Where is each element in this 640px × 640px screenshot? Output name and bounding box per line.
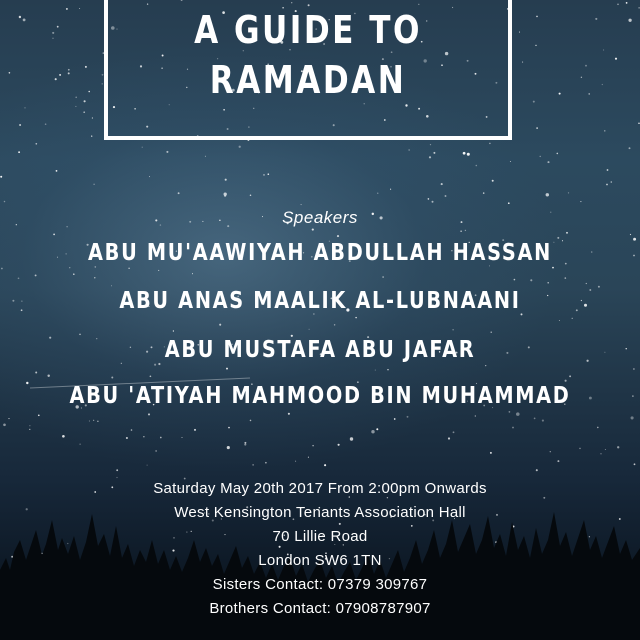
star — [23, 18, 26, 21]
star — [173, 330, 174, 331]
star — [509, 411, 511, 413]
star — [557, 237, 559, 239]
star — [79, 8, 80, 9]
star — [377, 193, 378, 194]
star — [429, 156, 431, 158]
star — [324, 464, 326, 466]
star — [29, 425, 30, 426]
star — [142, 147, 143, 148]
star — [89, 420, 90, 421]
star — [508, 202, 510, 204]
star — [116, 477, 117, 478]
star — [52, 32, 54, 34]
star — [155, 450, 156, 451]
star — [445, 195, 447, 197]
star — [143, 436, 144, 437]
star — [79, 334, 80, 335]
star — [79, 444, 80, 445]
star — [19, 124, 21, 126]
star — [390, 189, 391, 190]
star — [483, 192, 484, 193]
speaker-name: ABU MUSTAFA ABU JAFAR — [164, 337, 476, 363]
star — [111, 285, 112, 286]
star — [407, 416, 409, 418]
star — [604, 352, 605, 353]
star — [629, 147, 631, 149]
star — [0, 176, 2, 178]
star — [18, 151, 20, 153]
star — [542, 420, 544, 422]
star — [492, 180, 494, 182]
star — [84, 100, 86, 102]
star — [295, 461, 296, 462]
star — [617, 3, 619, 5]
star — [606, 184, 608, 186]
star — [12, 300, 14, 302]
star — [615, 58, 617, 60]
star — [519, 32, 520, 33]
star — [630, 234, 631, 235]
star — [94, 266, 96, 268]
star — [475, 415, 476, 416]
star — [93, 184, 94, 185]
event-street-address: 70 Lillie Road — [272, 528, 368, 545]
star — [603, 49, 604, 50]
star — [288, 413, 290, 415]
star — [244, 444, 246, 446]
star — [160, 437, 162, 439]
star — [309, 329, 310, 330]
pine-tree-silhouettes — [0, 500, 640, 640]
star — [19, 16, 21, 18]
star — [559, 93, 561, 95]
star — [219, 324, 221, 326]
star — [485, 365, 486, 366]
star — [375, 370, 376, 371]
star — [62, 435, 65, 438]
star — [35, 143, 37, 145]
star — [227, 446, 230, 449]
star — [572, 318, 573, 319]
star — [534, 418, 536, 420]
star — [588, 93, 590, 95]
star — [26, 382, 28, 384]
star — [178, 192, 180, 194]
star — [192, 273, 193, 274]
star — [565, 277, 567, 279]
star — [394, 418, 396, 420]
star — [355, 317, 356, 318]
star — [337, 235, 339, 237]
star — [453, 431, 455, 433]
star — [126, 437, 128, 439]
title-line-1: A GUIDE TO — [194, 8, 422, 52]
star — [536, 469, 538, 471]
star — [158, 270, 159, 271]
star — [228, 427, 230, 429]
speakers-heading: Speakers — [282, 208, 358, 227]
star — [565, 380, 567, 382]
star — [45, 123, 47, 125]
star — [633, 368, 635, 370]
star — [607, 169, 609, 171]
star — [73, 273, 75, 275]
speaker-name: ABU ANAS MAALIK AL-LUBNAANI — [119, 288, 521, 314]
star — [376, 428, 378, 430]
star — [149, 176, 150, 177]
star — [491, 332, 492, 333]
star — [194, 429, 196, 431]
star — [589, 289, 591, 291]
star — [166, 151, 168, 153]
star — [448, 437, 450, 439]
star — [552, 267, 554, 269]
star — [409, 149, 410, 150]
star — [21, 309, 23, 311]
star — [224, 193, 227, 196]
speaker-name: ABU 'ATIYAH MAHMOOD BIN MUHAMMAD — [69, 383, 571, 409]
star — [600, 453, 601, 454]
star — [547, 161, 549, 163]
star — [611, 181, 613, 183]
star — [53, 234, 55, 236]
star — [3, 423, 6, 426]
star — [580, 201, 581, 202]
star — [602, 84, 603, 85]
star — [463, 152, 466, 155]
star — [75, 106, 76, 107]
star — [205, 156, 206, 157]
star — [547, 282, 549, 284]
star — [586, 283, 587, 284]
star — [57, 26, 59, 28]
star — [111, 377, 113, 379]
star — [569, 375, 571, 377]
star — [59, 74, 61, 76]
star — [148, 413, 150, 415]
star — [460, 231, 461, 232]
star — [510, 161, 511, 162]
star — [535, 45, 536, 46]
star — [131, 429, 133, 431]
star — [634, 463, 636, 465]
star — [226, 368, 228, 370]
star — [556, 153, 558, 155]
star — [350, 437, 353, 440]
event-city-postcode: London SW6 1TN — [258, 552, 382, 569]
star — [150, 375, 152, 377]
star — [597, 427, 599, 429]
star — [533, 101, 535, 103]
star — [536, 127, 538, 129]
star — [490, 452, 492, 454]
star — [68, 69, 70, 71]
star — [557, 460, 559, 462]
star — [536, 16, 538, 18]
star — [93, 420, 94, 421]
star — [632, 395, 633, 396]
star — [432, 201, 434, 203]
star — [252, 464, 253, 465]
star — [522, 62, 523, 63]
star — [92, 117, 93, 118]
star — [88, 91, 90, 93]
star — [514, 279, 516, 281]
title-frame — [104, 0, 512, 140]
brothers-contact: Brothers Contact: 07908787907 — [209, 600, 431, 617]
star — [371, 430, 374, 433]
star — [568, 192, 569, 193]
star — [579, 448, 581, 450]
star — [387, 497, 388, 498]
star — [4, 201, 6, 203]
star — [617, 446, 619, 448]
star — [91, 135, 92, 136]
star — [154, 364, 156, 366]
star — [8, 418, 9, 419]
star — [550, 451, 551, 452]
star — [605, 449, 606, 450]
star — [29, 429, 30, 430]
star — [94, 277, 95, 278]
star — [35, 372, 37, 374]
star — [312, 445, 314, 447]
event-datetime: Saturday May 20th 2017 From 2:00pm Onwards — [153, 480, 487, 497]
star — [433, 152, 435, 154]
star — [158, 363, 160, 365]
star — [265, 462, 267, 464]
star — [181, 437, 182, 438]
star — [475, 165, 477, 167]
speaker-name: ABU MU'AAWIYAH ABDULLAH HASSAN — [88, 240, 552, 266]
star — [308, 457, 309, 458]
star — [382, 276, 384, 278]
star — [465, 230, 466, 231]
star — [69, 267, 70, 268]
star — [628, 19, 631, 22]
star — [1, 268, 3, 270]
star — [559, 320, 560, 321]
star — [250, 420, 252, 422]
star — [598, 286, 600, 288]
star — [268, 173, 270, 175]
star — [387, 369, 388, 370]
star — [604, 130, 605, 131]
star — [239, 146, 241, 148]
star — [68, 72, 70, 74]
star — [633, 238, 636, 241]
star — [441, 183, 443, 185]
star — [489, 143, 491, 145]
star — [626, 348, 627, 349]
star — [430, 144, 431, 145]
star — [35, 274, 37, 276]
star — [540, 156, 541, 157]
star — [97, 421, 98, 422]
star — [546, 193, 549, 196]
star — [147, 465, 148, 466]
star — [334, 324, 335, 325]
star — [18, 277, 20, 279]
star — [85, 66, 87, 68]
star — [55, 78, 57, 80]
star — [9, 72, 11, 74]
star — [312, 229, 314, 231]
star — [24, 107, 25, 108]
star — [301, 204, 302, 205]
title-line-2: RAMADAN — [209, 58, 407, 102]
star — [66, 8, 68, 10]
star — [244, 442, 246, 444]
star — [250, 195, 252, 197]
star — [38, 414, 40, 416]
star — [263, 174, 265, 176]
star — [631, 416, 634, 419]
star — [566, 232, 568, 234]
star — [591, 251, 593, 253]
event-venue: West Kensington Tenants Association Hall — [174, 504, 466, 521]
star — [543, 497, 545, 499]
star — [56, 170, 58, 172]
star — [75, 97, 77, 99]
star — [52, 38, 53, 39]
star — [21, 301, 22, 302]
star — [589, 397, 592, 400]
star — [585, 65, 587, 67]
star — [452, 329, 453, 330]
star — [47, 374, 49, 376]
star — [581, 77, 582, 78]
star — [338, 444, 340, 446]
star — [102, 83, 103, 84]
star — [116, 469, 118, 471]
star — [428, 198, 430, 200]
star — [128, 268, 129, 269]
star — [516, 412, 520, 416]
star — [530, 279, 532, 281]
star — [467, 153, 470, 156]
star — [595, 18, 597, 20]
star — [83, 111, 85, 113]
star — [633, 255, 635, 257]
star — [626, 2, 628, 4]
star — [225, 179, 227, 181]
star — [512, 427, 514, 429]
sisters-contact: Sisters Contact: 07379 309767 — [212, 576, 428, 593]
